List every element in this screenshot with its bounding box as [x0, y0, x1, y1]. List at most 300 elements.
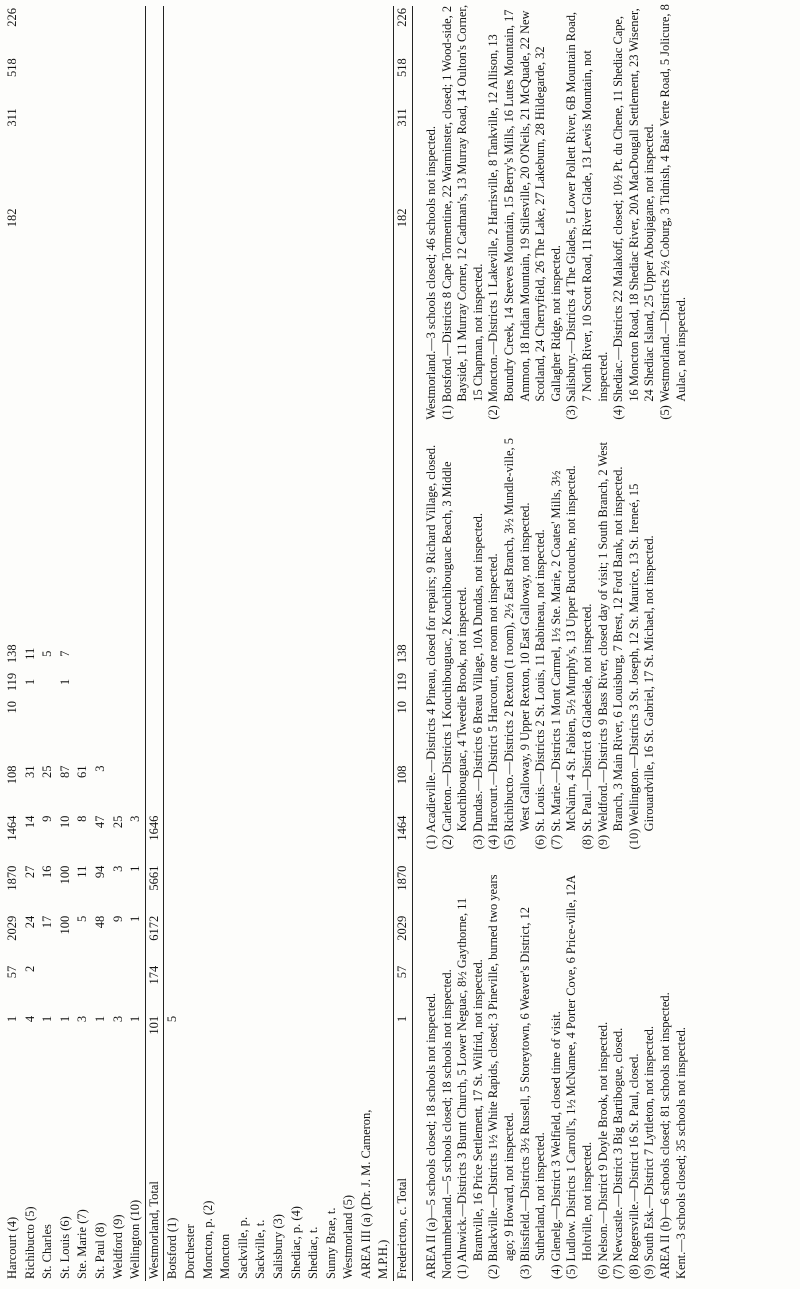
row-label: Harcourt (4) [5, 1216, 19, 1279]
table-cell [235, 718, 253, 741]
table-cell [288, 279, 306, 302]
table-cell [4, 617, 22, 640]
table-cell [217, 964, 235, 1014]
table-cell [217, 56, 235, 106]
table-cell [270, 696, 288, 719]
table-cell [358, 156, 376, 206]
notes-item: (1) Botsford.—Districts 8 Cape Tormentine, 22 Warminster, closed; 1 Wood-side, 2 Bayside, 11 Murray Corner, 12 Cadman's, 13 Murray Road, 14 Oulton's Corner, 15 Chapman, not inspected. [439, 4, 485, 420]
table-cell [200, 482, 218, 505]
table-cell [57, 414, 75, 437]
table-cell: 3 [92, 765, 107, 772]
table-cell [288, 617, 306, 640]
table-row [375, 6, 393, 1281]
table-cell: 14 [22, 815, 37, 829]
table-cell [164, 814, 182, 864]
table-cell [200, 504, 218, 527]
table-cell [252, 527, 270, 550]
table-cell [110, 696, 128, 719]
table-cell [92, 668, 110, 696]
table-cell [92, 56, 110, 106]
table-cell [164, 56, 182, 106]
row-label: Richibucto (5) [22, 1206, 37, 1279]
table-cell [235, 482, 253, 505]
table-cell [270, 718, 288, 741]
table-cell [235, 437, 253, 460]
notes-item: (1) Acadieville.—Districts 4 Pineau, closed for repairs; 9 Richard Village, closed. [424, 444, 438, 850]
table-cell [145, 459, 164, 482]
row-label: Sackville, p. [235, 1216, 250, 1279]
table-cell [252, 741, 270, 764]
table-cell [340, 106, 358, 156]
table-cell [375, 324, 393, 347]
table-cell [39, 741, 57, 764]
table-cell [340, 156, 358, 206]
table-cell [57, 482, 75, 505]
table-cell [182, 206, 200, 256]
table-cell [145, 764, 164, 814]
table-cell [74, 206, 92, 256]
table-cell [252, 1014, 270, 1064]
table-cell [127, 257, 145, 280]
table-cell [375, 1014, 393, 1064]
table-cell [252, 504, 270, 527]
table-cell [110, 414, 128, 437]
table-cell [164, 668, 182, 696]
table-cell [305, 459, 323, 482]
table-cell [39, 617, 57, 640]
table-cell [270, 527, 288, 550]
table-cell [235, 6, 253, 56]
table-cell [127, 527, 145, 550]
table-cell [164, 392, 182, 415]
table-cell [323, 696, 341, 719]
table-row [217, 6, 235, 1281]
table-cell [127, 482, 145, 505]
table-cell [110, 741, 128, 764]
table-cell [182, 56, 200, 106]
notes-item: (7) Newcastle.—District 3 Big Bartibogue, closed. [611, 1027, 626, 1279]
table-row [200, 6, 218, 1281]
row-label: St. Louis (6) [57, 1216, 72, 1279]
table-cell [270, 459, 288, 482]
table-cell [22, 106, 40, 156]
table-cell [110, 257, 128, 280]
table-cell [74, 324, 92, 347]
table-cell [375, 764, 393, 814]
table-cell [288, 527, 306, 550]
table-cell [182, 864, 200, 914]
table-cell [4, 504, 22, 527]
table-cell [57, 696, 75, 719]
table-cell [323, 392, 341, 415]
table-cell [4, 369, 22, 392]
table-cell [375, 482, 393, 505]
table-cell [358, 369, 376, 392]
table-cell [340, 640, 358, 668]
table-cell [145, 718, 164, 741]
notes-item: (2) Moncton.—Districts 1 Lakeville, 2 Harrisville, 8 Tankville, 12 Allison, 13 Boundry Creek, 14 Steeves Mountain, 15 Berry's Mills, 16 Lutes Mountain, 17 Ammon, 18 Indian Mountain, 19 Stilesville, 20 O'Neils, 21 McQuade, 22 New Scotland, 24 Cherryfield, 26 The Lake, 27 Lakeburn, 28 Hildegarde, 32 Gallagher Ridge, not inspected. [486, 9, 563, 420]
table-cell: 11 [22, 647, 37, 660]
table-cell [358, 640, 376, 668]
table-cell [74, 257, 92, 280]
table-cell [358, 347, 376, 370]
table-cell [375, 459, 393, 482]
table-cell [217, 764, 235, 814]
table-cell [164, 279, 182, 302]
table-cell [127, 6, 145, 56]
table-cell [217, 437, 235, 460]
table-cell [182, 156, 200, 206]
table-cell [127, 718, 145, 741]
notes-item: (4) Harcourt.—District 5 Harcourt, one room not inspected. [486, 553, 501, 850]
table-cell [235, 595, 253, 618]
table-cell [57, 964, 75, 1014]
table-cell [358, 459, 376, 482]
row-label: Botsford (1) [165, 1217, 180, 1279]
table-cell [270, 302, 288, 325]
table-cell [57, 572, 75, 595]
table-cell [305, 414, 323, 437]
table-cell [235, 302, 253, 325]
table-cell [217, 106, 235, 156]
table-cell [4, 437, 22, 460]
table-cell [74, 56, 92, 106]
table-cell: 138 [5, 644, 19, 664]
table-cell [57, 257, 75, 280]
table-cell [92, 504, 110, 527]
table-cell [22, 369, 40, 392]
table-cell [145, 302, 164, 325]
table-cell [74, 437, 92, 460]
table-cell [288, 964, 306, 1014]
table-cell [375, 504, 393, 527]
table-cell [57, 549, 75, 572]
table-cell [92, 206, 110, 256]
table-cell [4, 718, 22, 741]
table-cell [270, 437, 288, 460]
table-cell: 119 [394, 668, 413, 696]
table-cell [323, 156, 341, 206]
notes-item: (4) Shediac.—Districts 22 Malakoff, closed; 10½ Pt. du Chene, 11 Shediac Cape, 16 Moncton Road, 18 Shediac River, 20A MacDougall Settlement, 23 Wisener, 24 Shediac Island, 25 Upper Aboujagane, not inspected. [611, 8, 657, 420]
table-row [305, 6, 323, 1281]
table-cell [92, 369, 110, 392]
table-cell [252, 640, 270, 668]
table-cell [323, 741, 341, 764]
table-cell [4, 549, 22, 572]
table-cell [200, 549, 218, 572]
table-cell [57, 324, 75, 347]
table-cell [394, 459, 413, 482]
table-cell [145, 437, 164, 460]
table-cell: 94 [92, 865, 107, 879]
table-cell [358, 814, 376, 864]
table-cell [375, 369, 393, 392]
table-cell [200, 6, 218, 56]
table-cell [22, 347, 40, 370]
table-cell [145, 106, 164, 156]
table-cell [235, 257, 253, 280]
table-cell [182, 549, 200, 572]
table-cell [127, 549, 145, 572]
table-cell [252, 572, 270, 595]
table-cell [340, 459, 358, 482]
table-cell [164, 414, 182, 437]
notes-item: (8) Rogersville.—District 16 St. Paul, closed. [626, 1053, 641, 1279]
table-row [110, 6, 128, 1281]
table-cell [22, 156, 40, 206]
table-cell [252, 414, 270, 437]
table-cell [74, 392, 92, 415]
table-cell [39, 6, 57, 56]
table-cell [375, 257, 393, 280]
table-cell [182, 437, 200, 460]
table-cell: 48 [92, 915, 107, 929]
table-cell [182, 572, 200, 595]
table-cell: 3 [128, 815, 143, 822]
notes-heading: Northumberland.—5 schools closed; 18 schools not inspected. [439, 969, 454, 1279]
table-cell [217, 347, 235, 370]
table-cell [288, 668, 306, 696]
table-cell [57, 741, 75, 764]
table-row [340, 6, 358, 1281]
table-cell [200, 595, 218, 618]
table-cell [164, 459, 182, 482]
table-cell [252, 6, 270, 56]
table-cell [200, 369, 218, 392]
table-cell: 87 [57, 765, 72, 779]
table-cell [74, 964, 92, 1014]
table-cell [22, 595, 40, 618]
notes-column-2 [424, 434, 689, 850]
table-cell [57, 504, 75, 527]
table-cell [340, 668, 358, 696]
table-cell [375, 527, 393, 550]
table-cell [323, 279, 341, 302]
table-cell [305, 106, 323, 156]
table-cell [288, 504, 306, 527]
table-cell: 47 [92, 815, 107, 829]
table-cell [92, 595, 110, 618]
table-cell [182, 459, 200, 482]
table-row [270, 6, 288, 1281]
table-cell [182, 106, 200, 156]
table-cell [305, 56, 323, 106]
notes-item: (7) St. Marie.—Districts 1 Mont Carmel, 1½ Ste. Marie, 2 Coates' Mills, 3½ McNairn, 4 St. Fabien, 5½ Murphy's, 13 Upper Buctouche, not inspected. [548, 465, 579, 850]
table-cell [288, 864, 306, 914]
table-cell [164, 617, 182, 640]
table-cell [127, 106, 145, 156]
table-cell [110, 206, 128, 256]
table-cell [92, 302, 110, 325]
notes-heading: Westmorland.—3 schools closed; 46 schools not inspected. [424, 126, 438, 420]
table-cell [145, 527, 164, 550]
table-cell [340, 527, 358, 550]
table-cell [200, 437, 218, 460]
table-cell [375, 156, 393, 206]
table-cell [57, 156, 75, 206]
table-cell [340, 696, 358, 719]
table-cell [22, 414, 40, 437]
table-cell [39, 437, 57, 460]
table-cell [74, 617, 92, 640]
table-cell [200, 640, 218, 668]
table-cell [358, 437, 376, 460]
table-cell [110, 324, 128, 347]
table-cell [305, 764, 323, 814]
table-cell [358, 741, 376, 764]
table-cell [110, 369, 128, 392]
table-cell [74, 741, 92, 764]
table-cell [92, 617, 110, 640]
table-cell: 10 [5, 700, 19, 714]
table-cell [252, 914, 270, 964]
table-cell [288, 814, 306, 864]
table-cell [288, 347, 306, 370]
table-cell [270, 864, 288, 914]
table-cell: 3 [110, 1015, 125, 1023]
table-cell [22, 504, 40, 527]
row-label: Wellington (10) [128, 1199, 143, 1279]
table-cell [39, 302, 57, 325]
table-cell [305, 914, 323, 964]
table-cell [323, 668, 341, 696]
table-cell: 1 [128, 865, 143, 872]
table-cell [127, 595, 145, 618]
table-cell [270, 106, 288, 156]
table-cell [235, 668, 253, 696]
table-cell [145, 741, 164, 764]
table-cell [305, 369, 323, 392]
table-cell [323, 595, 341, 618]
table-cell [39, 527, 57, 550]
notes-item: (10) Wellington.—Districts 3 St. Joseph, 12 St. Maurice, 13 St. Ireneé, 15 Girouardville, 16 St. Gabriel, 17 St. Michael, not inspected. [626, 483, 657, 850]
table-cell [217, 6, 235, 56]
table-cell [252, 56, 270, 106]
table-cell [39, 964, 57, 1014]
table-cell [305, 549, 323, 572]
table-cell [375, 549, 393, 572]
table-cell [252, 302, 270, 325]
table-cell [394, 718, 413, 741]
table-cell [200, 156, 218, 206]
table-cell [164, 369, 182, 392]
table-cell [127, 696, 145, 719]
table-cell: 108 [5, 765, 19, 785]
row-label: M.P.H.) [376, 1239, 391, 1279]
table-cell [92, 718, 110, 741]
notes-column-1 [424, 863, 689, 1279]
table-cell [270, 392, 288, 415]
table-cell [375, 640, 393, 668]
table-cell [22, 549, 40, 572]
table-cell [288, 6, 306, 56]
table-cell [74, 696, 92, 719]
table-cell [145, 279, 164, 302]
table-cell [200, 1014, 218, 1064]
table-cell [74, 640, 92, 668]
table-cell [252, 814, 270, 864]
table-cell: 5 [165, 1015, 180, 1023]
table-cell: 1464 [5, 815, 19, 841]
table-cell: 100 [57, 865, 72, 885]
table-row [182, 6, 200, 1281]
table-cell [39, 56, 57, 106]
table-cell [217, 324, 235, 347]
table-cell [127, 392, 145, 415]
table-cell [110, 764, 128, 814]
table-cell [288, 1014, 306, 1064]
table-cell: 1 [40, 1015, 55, 1023]
table-cell [270, 617, 288, 640]
table-cell [305, 156, 323, 206]
table-cell [22, 56, 40, 106]
table-cell [57, 718, 75, 741]
table-cell [358, 279, 376, 302]
table-cell [375, 6, 393, 56]
table-cell [127, 279, 145, 302]
table-cell [74, 718, 92, 741]
table-cell: 25 [40, 765, 55, 779]
table-cell [358, 302, 376, 325]
table-cell [235, 814, 253, 864]
table-cell [164, 696, 182, 719]
table-cell [305, 206, 323, 256]
table-cell [182, 324, 200, 347]
notes-item: (5) Westmorland.—Districts 2½ Coburg, 3 Tidnish, 4 Baie Verte Road, 5 Jolicure, 8 Aulac, not inspected. [657, 4, 688, 420]
table-cell: 119 [5, 672, 19, 692]
table-cell [394, 324, 413, 347]
table-cell [358, 549, 376, 572]
table-cell [340, 437, 358, 460]
table-cell [39, 572, 57, 595]
table-cell: 8 [75, 815, 90, 822]
table-cell: 311 [5, 108, 19, 127]
table-cell [217, 640, 235, 668]
table-cell [145, 369, 164, 392]
table-cell: 311 [394, 106, 413, 156]
table-cell [164, 527, 182, 550]
table-cell [375, 595, 393, 618]
table-cell [288, 572, 306, 595]
table-cell [375, 279, 393, 302]
table-cell [288, 640, 306, 668]
table-cell [200, 617, 218, 640]
table-cell [323, 504, 341, 527]
table-cell [127, 437, 145, 460]
table-cell [235, 1014, 253, 1064]
table-cell: 27 [22, 865, 37, 879]
table-cell [57, 347, 75, 370]
table-cell [217, 369, 235, 392]
table-cell: 108 [394, 764, 413, 814]
table-cell [340, 347, 358, 370]
table-cell [235, 764, 253, 814]
table-cell [323, 864, 341, 914]
table-cell [323, 437, 341, 460]
table-cell [288, 718, 306, 741]
table-cell [340, 718, 358, 741]
table-cell [358, 617, 376, 640]
table-cell: 9 [110, 915, 125, 922]
table-cell [92, 741, 110, 764]
table-cell: 17 [40, 915, 55, 929]
table-cell [145, 549, 164, 572]
table-cell [394, 572, 413, 595]
table-cell [22, 718, 40, 741]
table-cell: 2 [22, 965, 37, 973]
table-cell [200, 668, 218, 696]
table-cell [394, 302, 413, 325]
